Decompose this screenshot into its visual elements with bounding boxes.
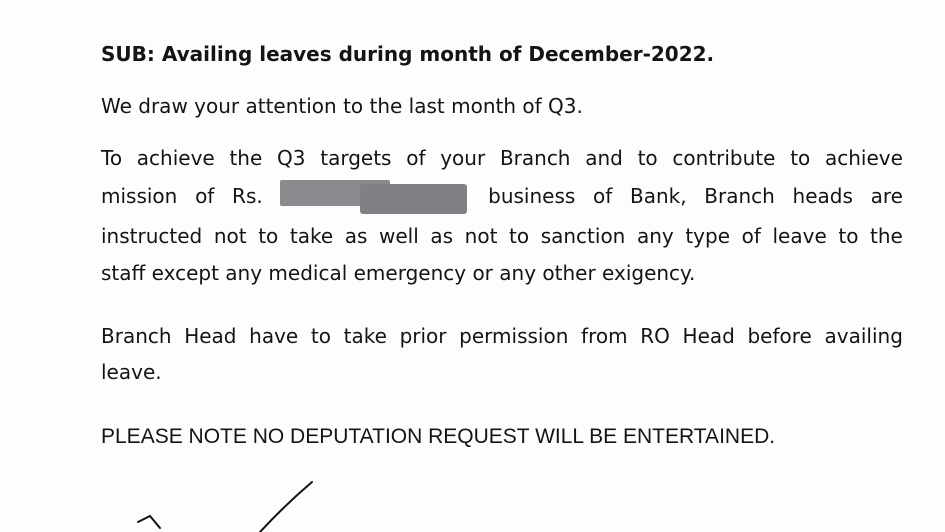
word: to	[838, 224, 859, 248]
word: Q3	[277, 146, 306, 170]
word: of	[195, 184, 215, 208]
word: permission	[459, 324, 569, 348]
word: Bank,	[630, 184, 687, 208]
subject-line: SUB: Availing leaves during month of December-2022.	[101, 42, 715, 66]
paragraph-targets-line-1	[101, 146, 903, 170]
word: business	[488, 184, 576, 208]
word: type	[685, 224, 731, 248]
redaction-block	[360, 184, 467, 214]
word: not	[464, 224, 498, 248]
paragraph-targets-line-4: staff except any medical emergency or any other exigency.	[101, 261, 696, 285]
word: Head	[682, 324, 735, 348]
word: achieve	[136, 146, 215, 170]
word: as	[430, 224, 454, 248]
word: to	[258, 224, 279, 248]
word: of	[593, 184, 613, 208]
word: to	[637, 146, 658, 170]
word: your	[440, 146, 486, 170]
handwritten-signature	[120, 470, 340, 532]
word: Branch	[101, 324, 172, 348]
word: mission	[101, 184, 178, 208]
word: sanction	[540, 224, 626, 248]
word: Rs.	[232, 184, 263, 208]
word: take	[289, 224, 334, 248]
word: contribute	[672, 146, 776, 170]
word: before	[747, 324, 812, 348]
word: achieve	[825, 146, 903, 170]
word: the	[870, 224, 903, 248]
paragraph-permission-line-1	[101, 324, 903, 348]
word: leave	[772, 224, 827, 248]
word: of	[741, 224, 761, 248]
paragraph-targets-line-2	[101, 184, 903, 214]
word: instructed	[101, 224, 203, 248]
word: heads	[792, 184, 853, 208]
word: to	[310, 324, 331, 348]
word: the	[229, 146, 263, 170]
paragraph-targets-line-3	[101, 224, 903, 248]
word: To	[101, 146, 123, 170]
word: well	[379, 224, 419, 248]
redacted-amount	[280, 184, 470, 214]
deputation-note: PLEASE NOTE NO DEPUTATION REQUEST WILL BE ENTERTAINED.	[101, 425, 776, 448]
word: as	[344, 224, 368, 248]
word: prior	[399, 324, 447, 348]
word: targets	[320, 146, 392, 170]
paragraph-attention: We draw your attention to the last month of Q3.	[101, 94, 583, 118]
word: and	[585, 146, 623, 170]
word: Branch	[499, 146, 571, 170]
word: not	[213, 224, 247, 248]
word: to	[790, 146, 811, 170]
word: availing	[824, 324, 903, 348]
word: to	[509, 224, 530, 248]
word: from	[581, 324, 628, 348]
word: have	[249, 324, 299, 348]
word: Branch	[704, 184, 775, 208]
word: are	[870, 184, 903, 208]
word: any	[636, 224, 674, 248]
word: take	[343, 324, 387, 348]
word: Head	[184, 324, 237, 348]
word: of	[406, 146, 426, 170]
word: RO	[640, 324, 670, 348]
paragraph-permission-line-2: leave.	[101, 360, 162, 384]
